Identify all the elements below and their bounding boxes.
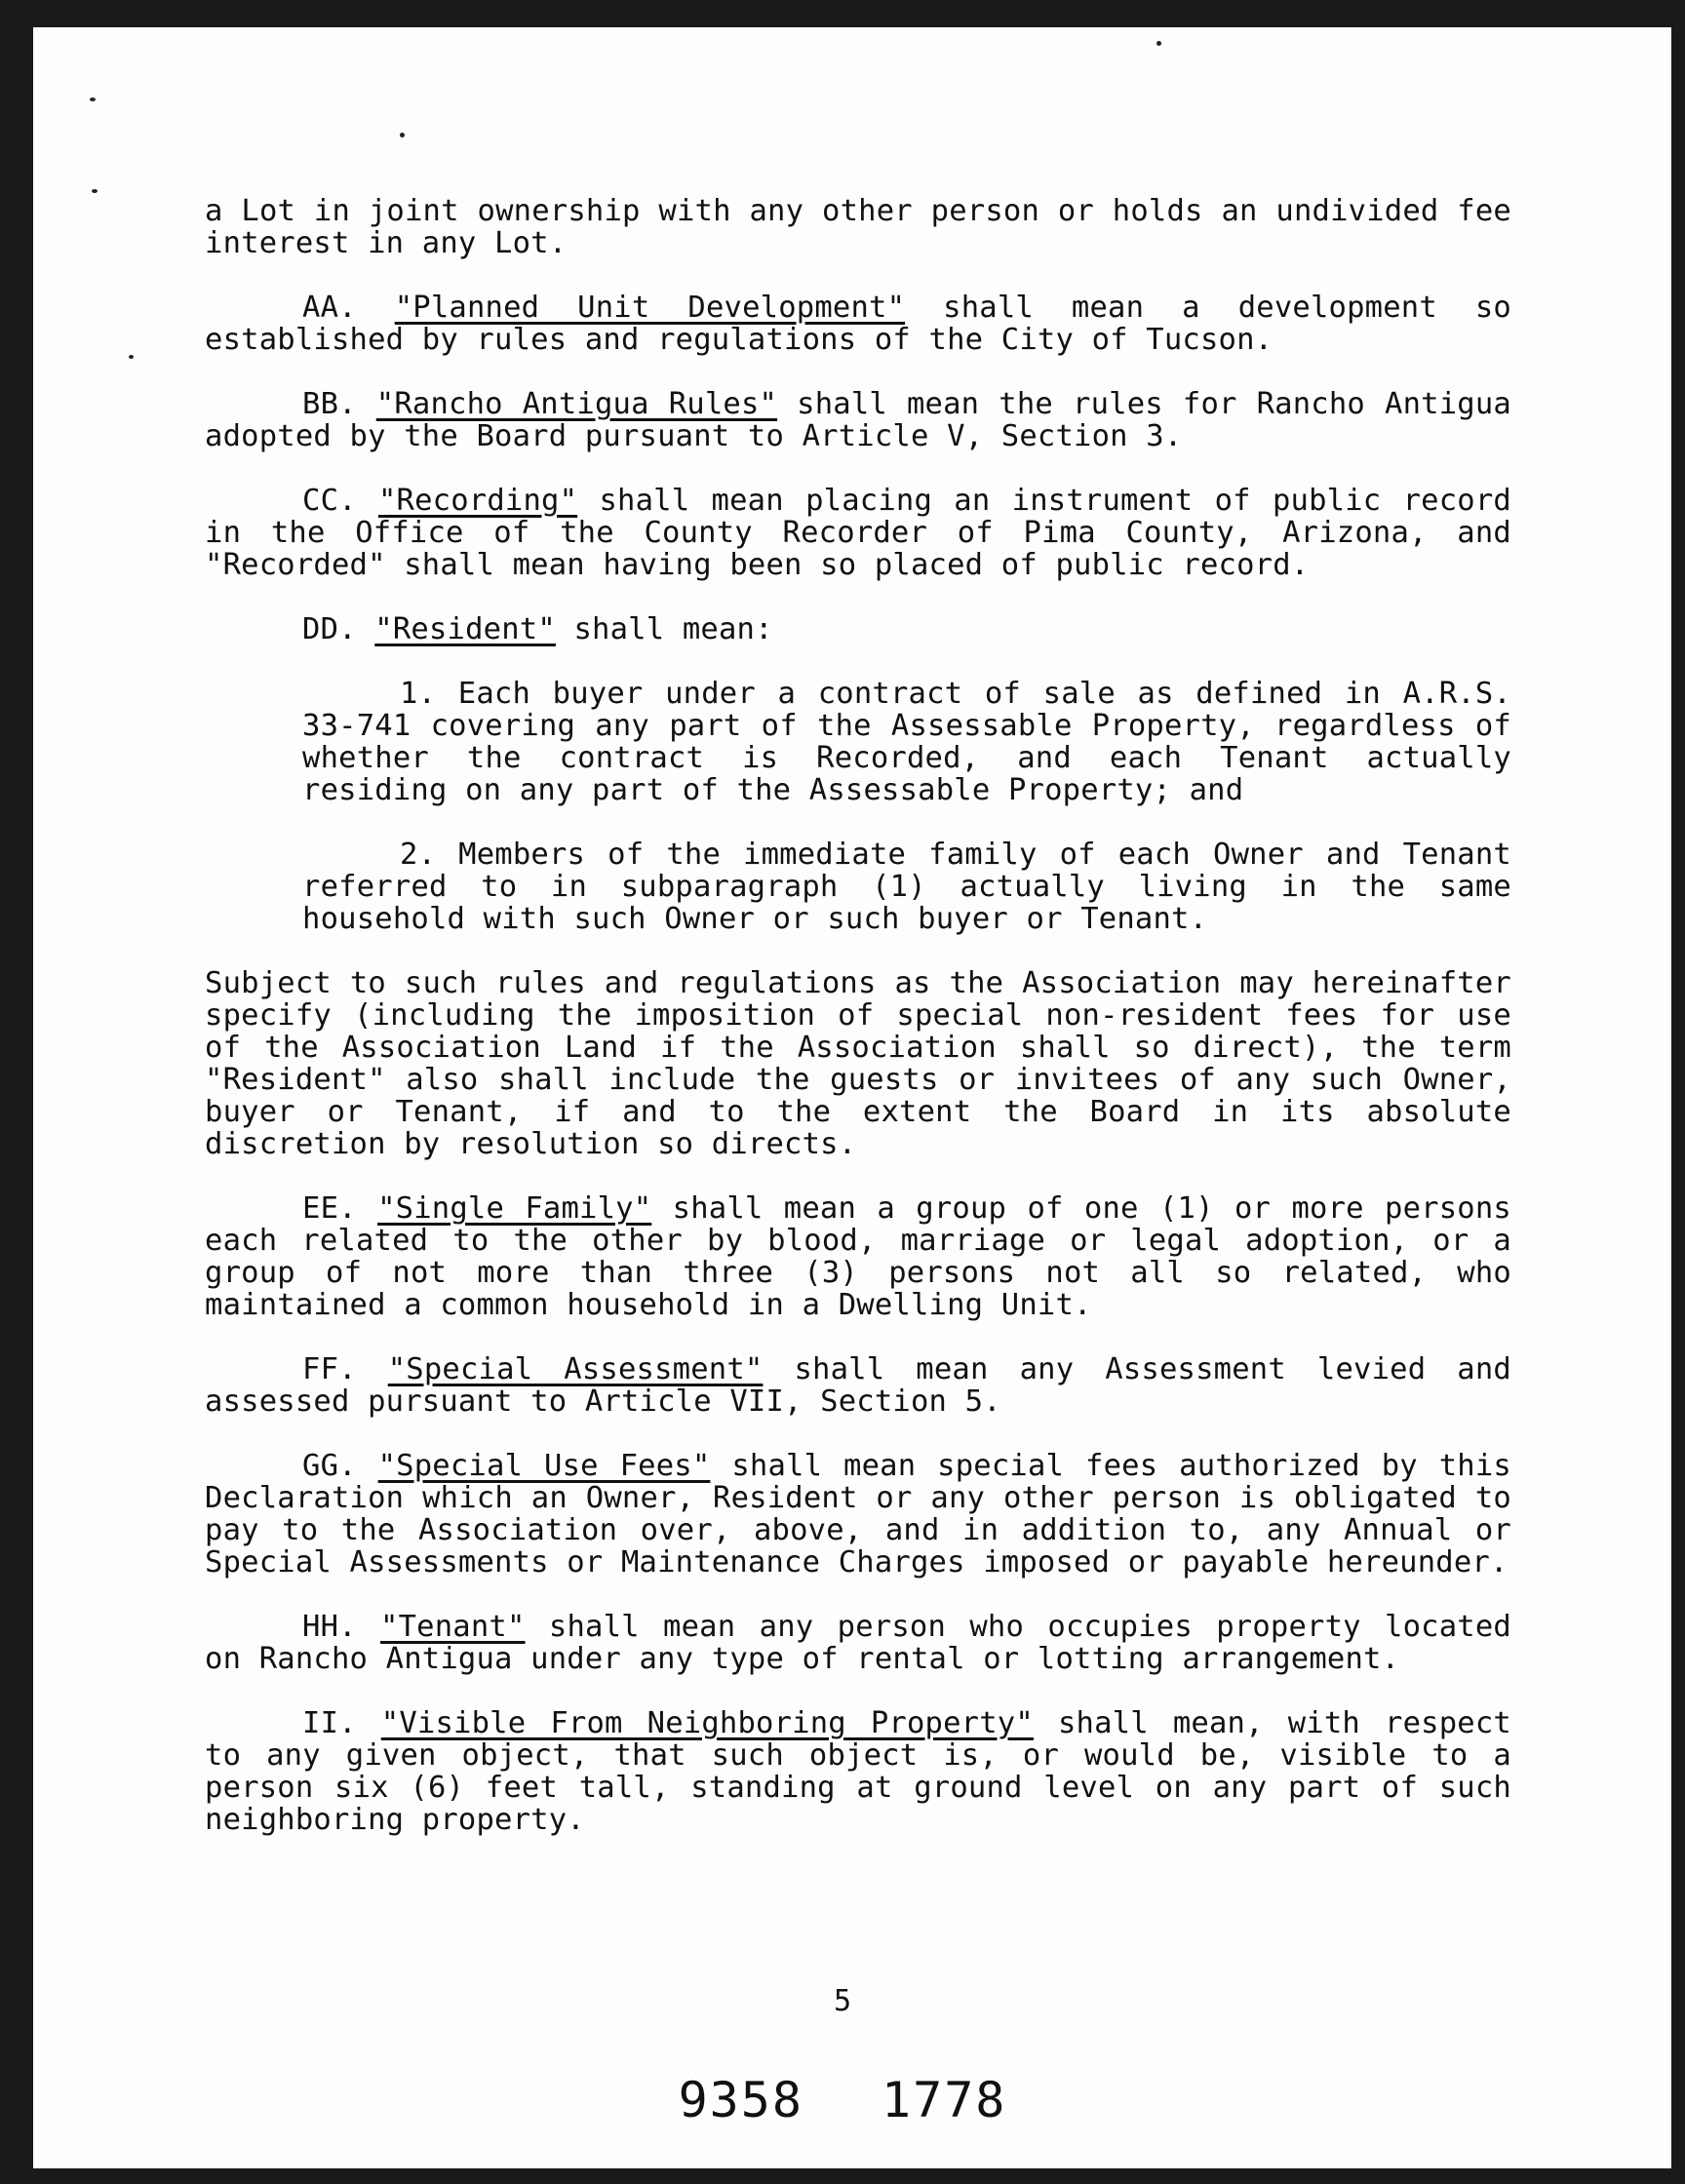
definition-text: shall mean the rules for Rancho Antigua adopted by the Board pursuant to Article V, Section 3. (205, 387, 1511, 453)
definition-text: shall mean any Assessment levied and assessed pursuant to Article VII, Section 5. (205, 1352, 1511, 1419)
stamp-right: 1778 (882, 2072, 1007, 2128)
definition-text: shall mean placing an instrument of public record in the Office of the County Recorder of Pima County, Arizona, and "Recorded" shall mean having been so placed of public record. (205, 484, 1511, 582)
definition-aa (205, 292, 1511, 356)
scan-speck (90, 98, 96, 101)
definition-label: AA. (302, 291, 357, 325)
stamp-left: 9358 (678, 2072, 803, 2128)
definition-label: EE. (302, 1191, 357, 1226)
definition-gg (205, 1450, 1511, 1579)
definition-text: shall mean a development so established by rules and regulations of the City of Tucson. (205, 291, 1511, 357)
defined-term: "Resident" (374, 612, 556, 646)
definition-cc (205, 485, 1511, 581)
resident-item-2: 2. Members of the immediate family of each Owner and Tenant referred to in subparagraph (1) actually living in the same household with such Owner or such buyer or Tenant. (302, 838, 1511, 936)
definition-text: shall mean special fees authorized by this Declaration which an Owner, Resident or any other person is obligated to pay to the Association over, above, and in addition to, any Annual or Special Assessments or Maintenance Charges imposed or payable hereunder. (205, 1449, 1511, 1580)
definition-label: DD. (302, 612, 357, 646)
defined-term: "Planned Unit Development" (394, 291, 906, 325)
scan-speck (1156, 41, 1161, 46)
definition-text: shall mean a group of one (1) or more persons each related to the other by blood, marriage or legal adoption, or a group of not more than three (3) persons not all so related, who maintained a common household in a Dwelling Unit. (205, 1191, 1511, 1322)
definition-ee (205, 1192, 1511, 1321)
recording-stamp (0, 2072, 1685, 2128)
resident-item-1: 1. Each buyer under a contract of sale as defined in A.R.S. 33-741 covering any part of the Assessable Property, regardless of whether the contract is Recorded, and each Tenant actually residing on any part of the Assessable Property; and (302, 677, 1511, 807)
scan-speck (92, 189, 98, 193)
definition-ff (205, 1353, 1511, 1418)
defined-term: "Recording" (377, 484, 578, 518)
definition-label: CC. (302, 484, 357, 518)
defined-term: "Special Use Fees" (377, 1449, 711, 1483)
definition-text: shall mean: (555, 612, 773, 646)
definition-text: shall mean any person who occupies property located on Rancho Antigua under any type of rental or lotting arrangement. (205, 1610, 1511, 1676)
page-number: 5 (833, 1984, 852, 2018)
scan-speck (400, 133, 405, 137)
definition-dd (205, 613, 1511, 645)
definition-label: FF. (302, 1352, 357, 1386)
definition-label: BB. (302, 387, 357, 421)
definition-label: HH. (302, 1610, 357, 1644)
definition-text: shall mean, with respect to any given object, that such object is, or would be, visible to a person six (6) feet tall, standing at ground level on any part of such neighboring property. (205, 1706, 1511, 1837)
definition-label: II. (302, 1706, 357, 1740)
definition-ii (205, 1707, 1511, 1836)
definition-bb (205, 388, 1511, 452)
defined-term: "Special Assessment" (387, 1352, 764, 1386)
defined-term: "Tenant" (380, 1610, 526, 1644)
scan-speck (129, 355, 134, 359)
defined-term: "Single Family" (377, 1191, 652, 1226)
defined-term: "Rancho Antigua Rules" (375, 387, 778, 421)
document-body (205, 195, 1511, 1868)
definition-hh (205, 1611, 1511, 1675)
intro-paragraph: a Lot in joint ownership with any other person or holds an undivided fee interest in any Lot. (205, 194, 1511, 260)
definition-label: GG. (302, 1449, 357, 1483)
subject-paragraph: Subject to such rules and regulations as the Association may hereinafter specify (including the imposition of special non-resident fees for use of the Association Land if the Association shall so direct), the term "Resident" also shall include the guests or invitees of any such Owner, buyer or Tenant, if and to the extent the Board in its absolute discretion by resolution so directs. (205, 966, 1511, 1161)
defined-term: "Visible From Neighboring Property" (380, 1706, 1034, 1740)
